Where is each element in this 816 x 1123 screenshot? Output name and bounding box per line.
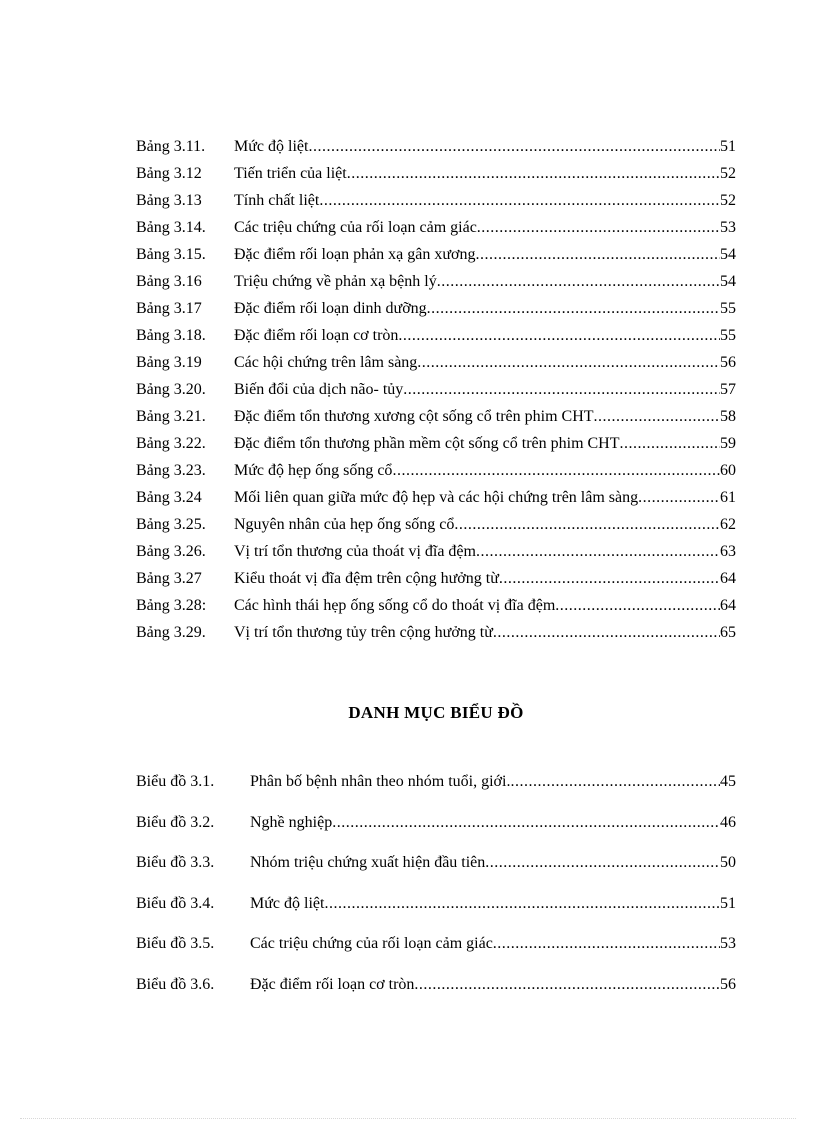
entry-label: Biểu đồ 3.3. xyxy=(136,854,215,872)
entry-page: 53 xyxy=(720,219,736,236)
entry-title: Mức độ liệt xyxy=(250,894,325,912)
toc-entry xyxy=(136,403,736,430)
entry-label: Biểu đồ 3.1. xyxy=(136,773,215,790)
entry-label: Biểu đồ 3.6. xyxy=(136,975,215,993)
entry-title: Các hội chứng trên lâm sàng xyxy=(234,354,418,371)
entry-page: 54 xyxy=(720,273,736,290)
entry-title: Biến đổi của dịch não- tủy xyxy=(234,381,404,398)
entry-label: Biểu đồ 3.5. xyxy=(136,935,215,953)
entry-page: 61 xyxy=(720,489,736,506)
dot-leader xyxy=(392,457,720,484)
entry-title: Đặc điểm rối loạn cơ tròn xyxy=(234,327,399,344)
entry-title: Đặc điểm rối loạn phản xạ gân xương xyxy=(234,246,476,263)
dot-leader xyxy=(510,768,720,795)
dot-leader xyxy=(414,971,720,998)
dot-leader xyxy=(454,511,720,538)
entry-page: 60 xyxy=(720,462,736,479)
chart-list xyxy=(136,768,736,1012)
dot-leader xyxy=(347,160,720,187)
entry-label: Bảng 3.29. xyxy=(136,624,206,641)
dot-leader xyxy=(427,295,720,322)
entry-page: 46 xyxy=(720,813,736,831)
entry-title: Các triệu chứng của rối loạn cảm giác xyxy=(234,219,477,236)
entry-label: Bảng 3.13 xyxy=(136,192,202,209)
dot-leader xyxy=(403,376,720,403)
dot-leader xyxy=(332,809,720,836)
entry-label: Bảng 3.18. xyxy=(136,327,206,344)
toc-entry xyxy=(136,809,736,850)
entry-label: Biểu đồ 3.4. xyxy=(136,894,215,912)
toc-entry xyxy=(136,268,736,295)
entry-label: Biểu đồ 3.2. xyxy=(136,813,215,831)
dot-leader xyxy=(308,133,720,160)
entry-page: 57 xyxy=(720,381,736,398)
entry-title: Nghề nghiệp xyxy=(250,813,333,831)
dot-leader xyxy=(493,930,720,957)
entry-page: 52 xyxy=(720,192,736,209)
dot-leader xyxy=(319,187,720,214)
entry-title: Đặc điểm tổn thương xương cột sống cổ trên phim CHT xyxy=(234,408,594,425)
toc-entry xyxy=(136,187,736,214)
toc-entry xyxy=(136,430,736,457)
entry-label: Bảng 3.16 xyxy=(136,273,202,290)
toc-entry xyxy=(136,214,736,241)
entry-page: 52 xyxy=(720,165,736,182)
entry-page: 64 xyxy=(720,570,736,587)
entry-page: 59 xyxy=(720,435,736,452)
dot-leader xyxy=(476,538,720,565)
entry-label: Bảng 3.21. xyxy=(136,408,206,425)
entry-page: 63 xyxy=(720,543,736,560)
entry-page: 65 xyxy=(720,624,736,641)
toc-entry xyxy=(136,930,736,971)
entry-label: Bảng 3.15. xyxy=(136,246,206,263)
toc-entry xyxy=(136,160,736,187)
toc-entry xyxy=(136,484,736,511)
dot-leader xyxy=(476,241,720,268)
entry-title: Triệu chứng về phản xạ bệnh lý xyxy=(234,273,437,290)
section-heading: DANH MỤC BIỂU ĐỒ xyxy=(348,703,524,722)
entry-title: Vị trí tổn thương của thoát vị đĩa đệm xyxy=(234,543,476,560)
toc-entry xyxy=(136,241,736,268)
toc-entry xyxy=(136,849,736,890)
entry-title: Mức độ liệt xyxy=(234,138,309,155)
entry-title: Đặc điểm rối loạn dinh dưỡng xyxy=(234,300,427,317)
entry-title: Tiến triển của liệt xyxy=(234,165,347,182)
entry-title: Phân bố bệnh nhân theo nhóm tuổi, giới. xyxy=(250,773,511,790)
entry-title: Nhóm triệu chứng xuất hiện đầu tiên xyxy=(250,854,486,872)
entry-page: 51 xyxy=(720,894,736,912)
toc-entry xyxy=(136,457,736,484)
entry-title: Các triệu chứng của rối loạn cảm giác xyxy=(250,935,493,953)
entry-page: 51 xyxy=(720,138,736,155)
dot-leader xyxy=(477,214,720,241)
toc-entry xyxy=(136,376,736,403)
entry-title: Đặc điểm rối loạn cơ tròn xyxy=(250,975,415,993)
entry-label: Bảng 3.11. xyxy=(136,138,206,155)
toc-entry xyxy=(136,768,736,809)
entry-label: Bảng 3.20. xyxy=(136,381,206,398)
toc-entry xyxy=(136,349,736,376)
dot-leader xyxy=(493,619,720,646)
entry-title: Nguyên nhân của hẹp ống sống cổ xyxy=(234,516,455,533)
entry-title: Tính chất liệt xyxy=(234,192,320,209)
entry-label: Bảng 3.19 xyxy=(136,354,202,371)
entry-title: Mối liên quan giữa mức độ hẹp và các hội chứng trên lâm sàng xyxy=(234,489,639,506)
entry-title: Các hình thái hẹp ống sống cổ do thoát vị đĩa đệm xyxy=(234,597,556,614)
dot-leader xyxy=(620,430,720,457)
entry-page: 55 xyxy=(720,327,736,344)
toc-entry xyxy=(136,565,736,592)
toc-entry xyxy=(136,592,736,619)
toc-entry xyxy=(136,133,736,160)
table-list xyxy=(136,133,736,646)
dot-leader xyxy=(638,484,720,511)
toc-entry xyxy=(136,619,736,646)
entry-page: 54 xyxy=(720,246,736,263)
entry-label: Bảng 3.28: xyxy=(136,597,207,614)
entry-label: Bảng 3.12 xyxy=(136,165,202,182)
entry-label: Bảng 3.25. xyxy=(136,516,206,533)
entry-label: Bảng 3.22. xyxy=(136,435,206,452)
dot-leader xyxy=(417,349,720,376)
dot-leader xyxy=(398,322,720,349)
entry-page: 56 xyxy=(720,354,736,371)
dot-leader xyxy=(485,849,720,876)
dot-leader xyxy=(555,592,720,619)
entry-page: 50 xyxy=(720,854,736,872)
entry-title: Mức độ hẹp ống sống cổ xyxy=(234,462,393,479)
entry-title: Kiểu thoát vị đĩa đệm trên cộng hưởng từ xyxy=(234,570,499,587)
entry-page: 58 xyxy=(720,408,736,425)
toc-entry xyxy=(136,295,736,322)
entry-page: 45 xyxy=(720,773,736,790)
dot-leader xyxy=(437,268,720,295)
toc-entry xyxy=(136,538,736,565)
entry-page: 62 xyxy=(720,516,736,533)
entry-title: Vị trí tổn thương tủy trên cộng hưởng từ xyxy=(234,624,493,641)
dot-leader xyxy=(324,890,720,917)
entry-page: 53 xyxy=(720,935,736,953)
page-bottom-border xyxy=(20,1118,796,1119)
entry-page: 55 xyxy=(720,300,736,317)
entry-label: Bảng 3.24 xyxy=(136,489,202,506)
entry-page: 56 xyxy=(720,975,736,993)
entry-label: Bảng 3.23. xyxy=(136,462,206,479)
dot-leader xyxy=(499,565,720,592)
entry-label: Bảng 3.26. xyxy=(136,543,206,560)
toc-entry xyxy=(136,971,736,1012)
entry-title: Đặc điểm tổn thương phần mềm cột sống cổ trên phim CHT xyxy=(234,435,620,452)
toc-entry xyxy=(136,890,736,931)
toc-entry xyxy=(136,322,736,349)
entry-label: Bảng 3.17 xyxy=(136,300,202,317)
entry-label: Bảng 3.27 xyxy=(136,570,202,587)
dot-leader xyxy=(594,403,720,430)
entry-label: Bảng 3.14. xyxy=(136,219,206,236)
entry-page: 64 xyxy=(720,597,736,614)
toc-entry xyxy=(136,511,736,538)
